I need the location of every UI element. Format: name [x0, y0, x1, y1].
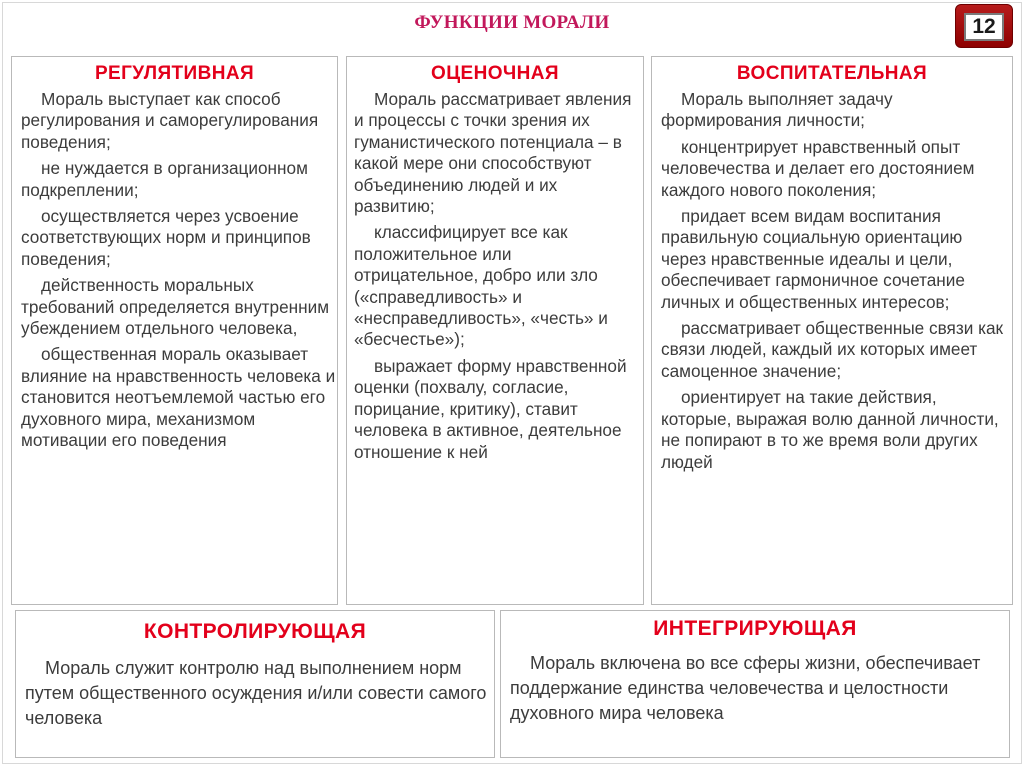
evaluative-function-text [354, 89, 639, 468]
paragraph: общественная мораль оказывает влияние на нравственность человека и становится неотъемлемой частью его духовного мира, механизмом мотивации его поведения [21, 344, 336, 451]
paragraph: Мораль рассматривает явления и процессы с точки зрения их гуманистического потенциала – в какой мере они способствуют объединению людей и их развитию; [354, 89, 632, 217]
paragraph: ориентирует на такие действия, которые, выражая волю данной личности, не попирают в то же время воли других людей [661, 387, 999, 472]
paragraph: Мораль служит контролю над выполнением норм путем общественного осуждения и/или совести самого человека [25, 658, 487, 728]
page-number-badge [955, 4, 1013, 48]
paragraph: классифицирует все как положительное или отрицательное, добро или зло («справедливость» и «несправедливость», «честь» и «бесчестье»); [354, 222, 608, 350]
paragraph: не нуждается в организационном подкреплении; [21, 158, 308, 200]
page-number: 12 [964, 13, 1004, 41]
paragraph: действенность моральных требований определяется внутренним убеждением отдельного человека, [21, 275, 330, 339]
integrating-function-text [510, 651, 1005, 726]
paragraph: Мораль выполняет задачу формирования личности; [661, 89, 893, 131]
evaluative-function-title: ОЦЕНОЧНАЯ [431, 63, 559, 84]
controlling-function-text [25, 656, 495, 731]
controlling-function-title: КОНТРОЛИРУЮЩАЯ [143, 620, 367, 643]
controlling-function-box [15, 610, 495, 758]
educational-function-title: ВОСПИТАТЕЛЬНАЯ [736, 63, 928, 84]
paragraph: Мораль включена во все сферы жизни, обеспечивает поддержание единства человечества и целостности духовного мира человека [510, 653, 981, 723]
educational-function-box [651, 56, 1013, 605]
educational-function-text [661, 89, 1011, 478]
evaluative-function-box [346, 56, 644, 605]
paragraph: концентрирует нравственный опыт человечества и делает его достоянием каждого нового поколения; [661, 136, 975, 200]
paragraph: выражает форму нравственной оценки (похвалу, согласие, порицание, критику), ставит человека в активное, деятельное отношение к ней [354, 355, 627, 462]
paragraph: придает всем видам воспитания правильную социальную ориентацию через нравственные идеалы и цели, обеспечивает гармоничное сочетание личных и общественных интересов; [661, 206, 965, 312]
slide-title: ФУНКЦИИ МОРАЛИ [414, 12, 610, 33]
paragraph: Мораль выступает как способ регулирования и саморегулирования поведения; [21, 89, 319, 152]
regulatory-function-title: РЕГУЛЯТИВНАЯ [94, 63, 255, 84]
integrating-function-box [500, 610, 1010, 758]
paragraph: осуществляется через усвоение соответствующих норм и принципов поведения; [21, 206, 311, 269]
paragraph: рассматривает общественные связи как связи людей, каждый их которых имеет самоценное значение; [661, 318, 1004, 381]
regulatory-function-text [21, 89, 337, 457]
regulatory-function-box [11, 56, 338, 605]
integrating-function-title: ИНТЕГРИРУЮЩАЯ [653, 617, 857, 640]
